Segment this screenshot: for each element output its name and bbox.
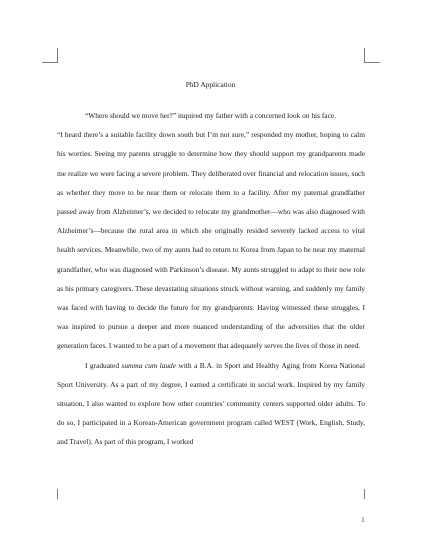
page-number: 1 — [361, 515, 365, 524]
paragraph-3 — [57, 356, 365, 452]
paragraph-1 — [57, 106, 365, 125]
crop-mark-top-right-vertical — [364, 48, 365, 63]
crop-mark-top-left-horizontal — [42, 62, 58, 63]
crop-mark-bottom-left-vertical — [57, 489, 58, 499]
crop-mark-top-left-vertical — [57, 48, 58, 63]
paragraph-1-text: “Where should we move her?” inquired my father with a concerned look on his face. — [85, 111, 336, 120]
paragraph-3-emphasis: summa cum laude — [121, 360, 177, 370]
paragraph-3-text: with a B.A. in Sport and Healthy Aging from Korea National Sport University. As a part of my degree, I earned a certificate in social work. Inspired by my family situation, I also wanted to explore how other countries’ community centers supported older adults. To do so, I participated in a Korean-American government program called WEST (Work, English, Study, and Travel). As part of this program, I worked — [57, 360, 366, 447]
crop-mark-top-right-horizontal — [364, 62, 380, 63]
crop-mark-bottom-right-vertical — [364, 489, 365, 499]
paragraph-3-lead: I graduated — [85, 360, 122, 370]
paragraph-2 — [57, 125, 365, 355]
page-header: PhD Application — [185, 80, 236, 89]
paragraph-2-text: “I heard there’s a suitable facility down south but I’m not sure,” responded my mother, hoping to calm his worries. Seeing my parents struggle to determine how they should support my grandparents made me realize we were facing a severe problem. They deliberated over financial and relocation issues, such as whether they move to be near them or relocate them to a facility. After my paternal grandfather passed away from Alzheimer’s, we decided to relocate my grandmother—who was also diagnosed with Alzheimer’s—because the rural area in which she originally resided severely lacked access to vital health services. Meanwhile, two of my aunts had to return to Korea from Japan to be near my maternal grandfather, who was diagnosed with Parkinson’s disease. My aunts struggled to adapt to their new role as his primary caregivers. These devastating situations struck without warning, and suddenly my family was faced with having to decide the future for my grandparents. Having witnessed these struggles, I was inspired to pursue a deeper and more nuanced understanding of the adversities that the older generation faces. I wanted to be a part of a movement that adequately serves the lives of those in need. — [57, 130, 365, 351]
document-body — [57, 106, 365, 452]
